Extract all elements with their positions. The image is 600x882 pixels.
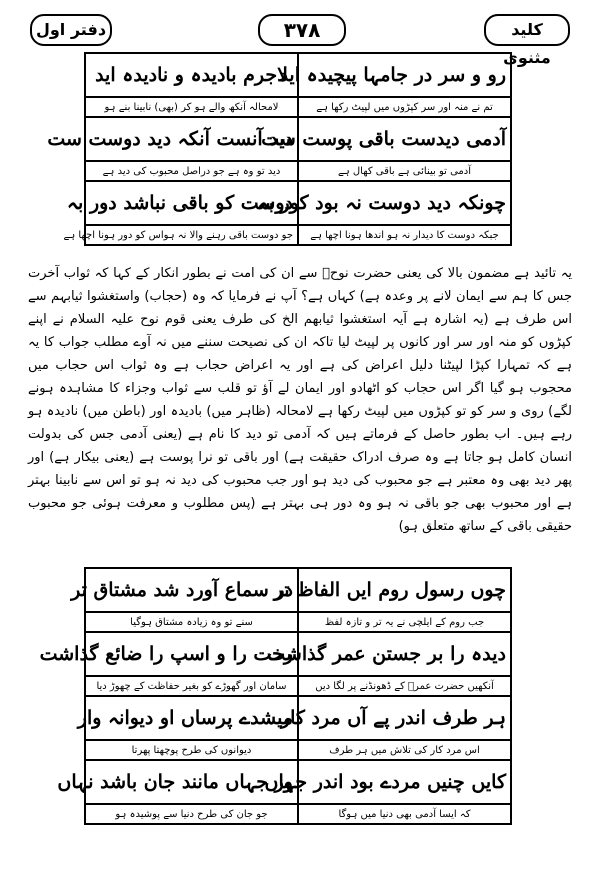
translation-right: جبکہ دوست کا دیدار نہ ہو اندھا ہونا اچھا ہے — [298, 225, 511, 245]
verse-row — [85, 696, 511, 740]
translation-right: تم نے منہ اور سر کپڑوں میں لپیٹ رکھا ہے — [298, 97, 511, 117]
translation-right: جب روم کے ایلچی نے یہ تر و تازہ لفظ — [298, 612, 511, 632]
translation-row — [85, 676, 511, 696]
page-number: ۳۷۸ — [258, 14, 346, 46]
translation-right: آدمی تو بینائی ہے باقی کھال ہے — [298, 161, 511, 181]
verse-table-top — [47, 52, 512, 246]
verse-hemistich-right: دیدہ را بر جستن عمر گذاشت — [298, 632, 511, 676]
verse-row — [85, 53, 511, 97]
book-title: کلید مثنوی — [484, 14, 570, 46]
verse-hemistich-left: لاجرم بادیدہ و نادیدہ اید — [85, 53, 298, 97]
verse-row — [85, 117, 511, 161]
verse-hemistich-right: چوں رسول روم ایں الفاظ تر — [298, 568, 511, 612]
translation-left: سامان اور گھوڑے کو بغیر حفاظت کے چھوڑ دیا — [85, 676, 298, 696]
translation-row — [85, 97, 511, 117]
verse-row — [85, 568, 511, 612]
translation-row — [85, 740, 511, 760]
volume-label: دفتر اول — [30, 14, 112, 46]
translation-left: لامحالہ آنکھ والے ہو کر (بھی) نابینا بنے ہو — [85, 97, 298, 117]
verse-row — [85, 760, 511, 804]
verse-hemistich-right: ہر طرف اندر پے آں مرد کار — [298, 696, 511, 740]
translation-left: دید تو وہ ہے جو دراصل محبوب کی دید ہے — [85, 161, 298, 181]
translation-row — [85, 225, 511, 245]
translation-row — [85, 161, 511, 181]
verse-table-bottom — [39, 567, 512, 825]
commentary-paragraph: یہ تائید ہے مضمون بالا کی یعنی حضرت نوحؑ سے ان کی امت نے بطور انکار کے کہا کہ ثواب آخرت جس کا ہم سے ایمان لانے پر وعدہ ہے) کہاں ہے؟ آپ نے فرمایا کہ وہ (حجاب) واستغشوا ثیابہم سے اس طرف ہے (یہ اشارہ ہے آیہ استغشوا ثیابھم الخ کی طرف یعنی قوم نوح علیہ السلام نے اپنے کپڑوں کو منہ اور سر اور کانوں پر لپیٹ لیا تاکہ ان کی نصیحت سننے میں نہ آوے مطلب جواب کا یہ ہے کہ تمہارا کپڑا لپیٹنا دلیل اعراض کی ہے اور یہ اعراض حجاب ہے وہ ثواب اس حجاب میں محجوب ہو گیا اگر اس حجاب کو اٹھادو اور ایمان لے آؤ تو قلب سے ثواب وجزاء کا مشاہدہ ہونے لگے) روی و سر کو تو کپڑوں میں لپیٹ رکھا ہے لامحالہ (ظاہر میں) بادیدہ اور (باطن میں) نادیدہ ہو رہے ہیں۔ اب بطور حاصل کے فرماتے ہیں کہ آدمی تو دید کا نام ہے (یعنی آدمی جس کی بدولت انسان کامل ہو جاتا ہے وہ صرف ادراک حقیقت ہے) اور باقی تو نرا پوست ہے (یعنی بیکار ہے) اور پھر دید بھی وہ معتبر ہے جو محبوب کی دید ہو اور جب محبوب کی دید نہ ہو تو اس سے نابینا بہتر ہے اور محبوب بھی جو باقی نہ ہو وہ دور ہی بہتر ہے (پس مطلوب و معرفت ہوئی جو محبوب حقیقی باقی کے ساتھ متعلق ہو) — [28, 266, 572, 534]
translation-left: سنے تو وہ زیادہ مشتاق ہوگیا — [85, 612, 298, 632]
verse-hemistich-left: میشدے پرساں او دیوانہ وار — [85, 696, 298, 740]
translation-left: جو جان کی طرح دنیا سے پوشیدہ ہو — [85, 804, 298, 824]
verse-row — [85, 181, 511, 225]
translation-row — [85, 612, 511, 632]
verse-hemistich-left: در سماع آورد شد مشتاق تر — [85, 568, 298, 612]
verse-hemistich-right: کایں چنیں مردے بود اندر جہاں — [298, 760, 511, 804]
translation-right: آنکھیں حضرت عمرؓ کے ڈھونڈنے پر لگا دیں — [298, 676, 511, 696]
translation-right: کہ ایسا آدمی بھی دنیا میں ہوگا — [298, 804, 511, 824]
verse-row — [85, 632, 511, 676]
verse-hemistich-right: آدمی دیدست باقی پوست ست — [298, 117, 511, 161]
translation-left: جو دوست باقی رہنے والا نہ ہواس کو دور ہونا اچھا ہے — [85, 225, 298, 245]
verse-hemistich-left: دید آنست آنکہ دید دوست ست — [85, 117, 298, 161]
translation-row — [85, 804, 511, 824]
page-header — [30, 14, 570, 67]
translation-left: دیوانوں کی طرح پوچھتا پھرتا — [85, 740, 298, 760]
verse-hemistich-right: چونکہ دید دوست نہ بود کور بہ — [298, 181, 511, 225]
verse-hemistich-right: رو و سر در جامہا پیچیدہ اید — [298, 53, 511, 97]
translation-right: اس مرد کار کی تلاش میں ہر طرف — [298, 740, 511, 760]
verse-hemistich-left: رخت را و اسپ را ضائع گذاشت — [85, 632, 298, 676]
commentary-text — [28, 262, 572, 538]
verse-hemistich-left: دوست کو باقی نباشد دور بہ — [85, 181, 298, 225]
verse-hemistich-left: وز جہاں مانند جان باشد نہاں — [85, 760, 298, 804]
